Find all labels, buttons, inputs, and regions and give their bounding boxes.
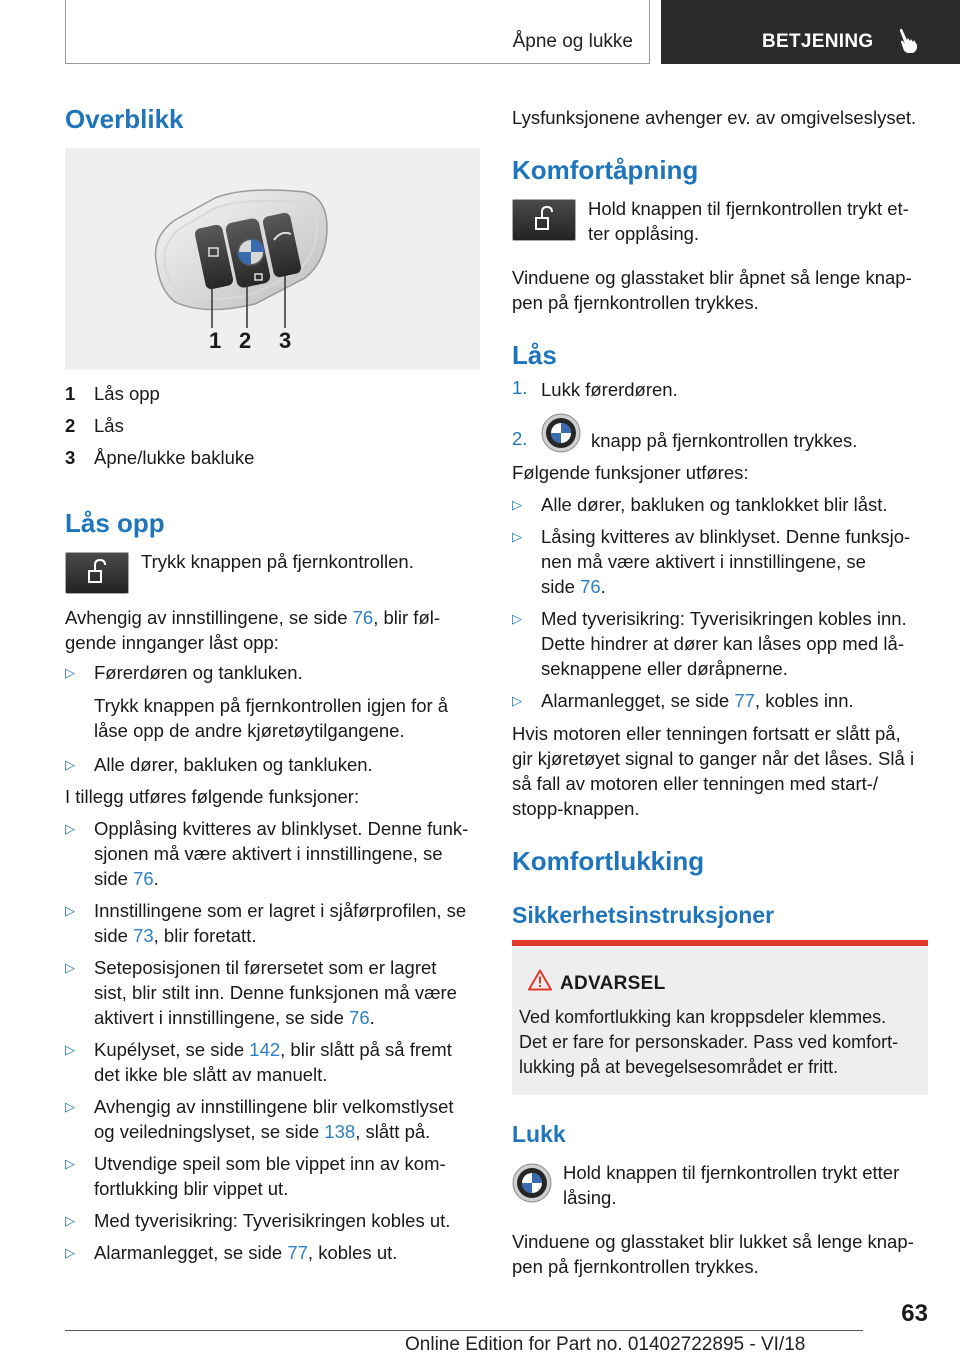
list-item-subtext: låse opp de andre kjøretøytilgangene.	[94, 720, 405, 741]
list-item: Med tyverisikring: Tyverisikringen kobles ut.	[94, 1210, 451, 1231]
bmw-button-icon	[541, 413, 581, 453]
warning-box	[512, 940, 928, 1095]
bullet-icon: ▷	[512, 497, 522, 512]
warning-triangle-icon	[528, 969, 552, 991]
unlock-button-icon	[65, 552, 129, 594]
list-item-subtext: Trykk knappen på fjernkontrollen igjen for å	[94, 695, 449, 716]
list-item: Dette hindrer at dører kan låses opp med lå-	[541, 633, 904, 654]
legend-number: 3	[65, 447, 76, 468]
warning-text: Ved komfortlukking kan kroppsdeler klemmes.	[519, 1007, 887, 1027]
close-paragraph: pen på fjernkontrollen trykkes.	[512, 1256, 759, 1277]
following-functions-intro: Følgende funksjoner utføres:	[512, 462, 749, 483]
page-link[interactable]: 138	[324, 1121, 356, 1142]
bullet-icon: ▷	[512, 529, 522, 544]
header-section-title: Åpne og lukke	[512, 31, 633, 52]
unlock-paragraph: Avhengig av innstillingene, se side 76, blir føl-	[65, 607, 441, 628]
bullet-icon: ▷	[65, 757, 75, 772]
overview-heading: Overblikk	[65, 104, 184, 134]
list-item: side 76.	[94, 868, 159, 889]
unlock-heading: Lås opp	[65, 508, 165, 538]
close-instruction: Hold knappen til fjernkontrollen trykt etter	[563, 1162, 900, 1183]
list-item: og veiledningslyset, se side 138, slått på.	[94, 1121, 431, 1142]
page-link[interactable]: 142	[249, 1039, 281, 1060]
list-item: Utvendige speil som ble vippet inn av kom-	[94, 1153, 446, 1174]
comfort-open-heading: Komfortåpning	[512, 155, 699, 185]
step-number: 1.	[512, 377, 528, 398]
list-item: Alle dører, bakluken og tankluken.	[94, 754, 373, 775]
key-callout-2: 2	[239, 328, 252, 353]
bullet-icon: ▷	[65, 1042, 75, 1057]
page-link[interactable]: 76	[580, 576, 601, 597]
list-item: sist, blir stilt inn. Denne funksjonen må være	[94, 982, 457, 1003]
list-item: Innstillingene som er lagret i sjåførprofilen, se	[94, 900, 467, 921]
page-number: 63	[901, 1300, 928, 1327]
step-text: Lukk førerdøren.	[541, 379, 678, 400]
warning-text: Det er fare for personskader. Pass ved komfort-	[519, 1032, 899, 1052]
bullet-icon: ▷	[65, 1245, 75, 1260]
footer-edition: Online Edition for Part no. 01402722895 - VI/18	[405, 1334, 806, 1355]
unlock-paragraph-line: gende innganger låst opp:	[65, 632, 279, 653]
bullet-icon: ▷	[65, 1099, 75, 1114]
unlock-button-icon	[512, 199, 576, 241]
list-item: seknappene eller døråpnerne.	[541, 658, 788, 679]
bullet-icon: ▷	[65, 1213, 75, 1228]
page-link[interactable]: 76	[352, 607, 374, 628]
list-item: Alle dører, bakluken og tanklokket blir låst.	[541, 494, 888, 515]
engine-note: stopp-knappen.	[512, 798, 640, 819]
list-item: Seteposisjonen til førersetet som er lagret	[94, 957, 437, 978]
list-item: aktivert i innstillingene, se side 76.	[94, 1007, 375, 1028]
bullet-icon: ▷	[65, 960, 75, 975]
close-paragraph: Vinduene og glasstaket blir lukket så lenge knap-	[512, 1231, 914, 1252]
page-link[interactable]: 77	[287, 1242, 308, 1263]
comfort-open-instruction: Hold knappen til fjernkontrollen trykt et-	[588, 198, 909, 219]
key-callout-1: 1	[209, 328, 222, 353]
engine-note: Hvis motoren eller tenningen fortsatt er slått på,	[512, 723, 901, 744]
bullet-icon: ▷	[512, 693, 522, 708]
close-heading: Lukk	[512, 1121, 566, 1147]
list-item: nen må være aktivert i innstillingene, se	[541, 551, 866, 572]
comfort-open-paragraph: Vinduene og glasstaket blir åpnet så lenge knap-	[512, 267, 912, 288]
list-item: sjonen må være aktivert i innstillingene, se	[94, 843, 443, 864]
legend-number: 1	[65, 383, 76, 404]
warning-title: ADVARSEL	[560, 973, 666, 994]
bullet-icon: ▷	[65, 903, 75, 918]
bullet-icon: ▷	[65, 665, 75, 680]
list-item: side 73, blir foretatt.	[94, 925, 257, 946]
engine-note: gir kjøretøyet signal to ganger når det låses. Slå i	[512, 748, 915, 769]
footer-divider	[65, 1330, 863, 1331]
step-number: 2.	[512, 428, 528, 449]
step-text: knapp på fjernkontrollen trykkes.	[591, 430, 858, 451]
safety-heading: Sikkerhetsinstruksjoner	[512, 902, 775, 928]
header-section-box	[65, 0, 650, 64]
list-item: Avhengig av innstillingene blir velkomstlyset	[94, 1096, 454, 1117]
additional-functions-intro: I tillegg utføres følgende funksjoner:	[65, 786, 360, 807]
warning-text: lukking på at bevegelsesområdet er fritt.	[519, 1057, 839, 1077]
legend-text: Åpne/lukke bakluke	[94, 447, 255, 468]
page-link[interactable]: 76	[133, 868, 154, 889]
key-fob-illustration	[65, 148, 480, 370]
legend-text: Lås opp	[94, 383, 160, 404]
bullet-icon: ▷	[65, 821, 75, 836]
lock-heading: Lås	[512, 340, 557, 370]
header-chapter-tab	[661, 0, 960, 64]
list-item: Førerdøren og tankluken.	[94, 662, 303, 683]
comfort-open-paragraph: pen på fjernkontrollen trykkes.	[512, 292, 759, 313]
comfort-close-heading: Komfortlukking	[512, 846, 705, 876]
list-item: Opplåsing kvitteres av blinklyset. Denne funk-	[94, 818, 469, 839]
legend-text: Lås	[94, 415, 124, 436]
bullet-icon: ▷	[512, 611, 522, 626]
list-item: side 76.	[541, 576, 606, 597]
comfort-open-instruction: ter opplåsing.	[588, 223, 700, 244]
hand-pointer-icon	[898, 28, 922, 54]
list-item: Med tyverisikring: Tyverisikringen kobles inn.	[541, 608, 907, 629]
unlock-instruction: Trykk knappen på fjernkontrollen.	[141, 551, 414, 572]
bullet-icon: ▷	[65, 1156, 75, 1171]
bmw-button-icon	[512, 1163, 552, 1203]
list-item: Alarmanlegget, se side 77, kobles ut.	[94, 1242, 398, 1263]
light-functions-note: Lysfunksjonene avhenger ev. av omgivelseslyset.	[512, 107, 917, 128]
key-callout-3: 3	[279, 328, 292, 353]
list-item: det ikke ble slått av manuelt.	[94, 1064, 328, 1085]
header-chapter-label: BETJENING	[762, 31, 874, 52]
page-link[interactable]: 77	[734, 690, 755, 711]
legend-number: 2	[65, 415, 76, 436]
page-link[interactable]: 76	[349, 1007, 370, 1028]
key-fob-image	[65, 148, 480, 370]
list-item: Kupélyset, se side 142, blir slått på så fremt	[94, 1039, 452, 1060]
engine-note: så fall av motoren eller tenningen med start-/	[512, 773, 879, 794]
list-item: Låsing kvitteres av blinklyset. Denne funksjo-	[541, 526, 911, 547]
page-link[interactable]: 73	[133, 925, 154, 946]
list-item: Alarmanlegget, se side 77, kobles inn.	[541, 690, 854, 711]
close-instruction: låsing.	[563, 1187, 617, 1208]
list-item: fortlukking blir vippet ut.	[94, 1178, 289, 1199]
